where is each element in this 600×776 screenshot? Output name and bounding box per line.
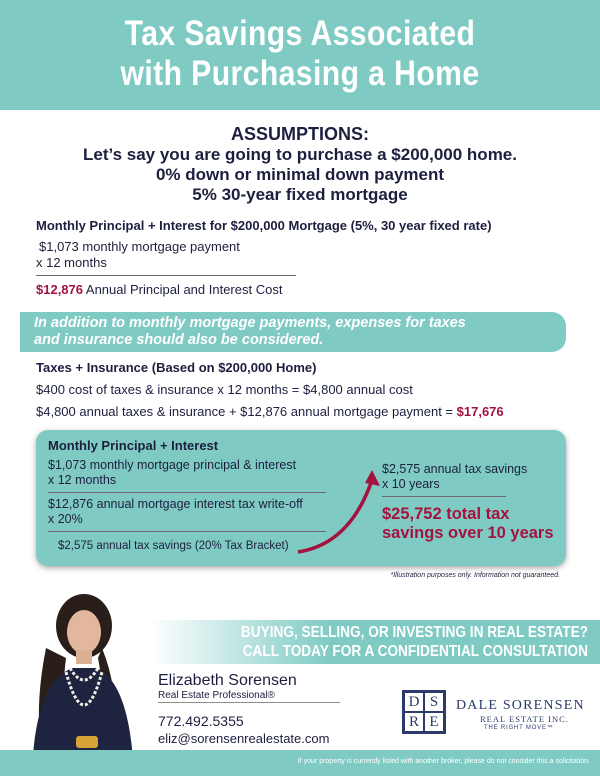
logo-mark (402, 690, 446, 734)
total-savings-line1: $25,752 total tax (382, 505, 510, 523)
payment-line: $1,073 monthly mortgage payment (39, 239, 240, 254)
info-banner-line1: In addition to monthly mortgage payments, expenses for taxes (34, 315, 466, 331)
months-line: x 12 months (36, 255, 107, 270)
annual-cost-line (36, 282, 566, 298)
agent-email[interactable]: eliz@sorensenrealestate.com (158, 731, 330, 746)
total-savings (382, 505, 557, 543)
calculation-left (48, 438, 328, 532)
annual-cost-label: Annual Principal and Interest Cost (83, 282, 283, 297)
page-title-line1: Tax Savings Associated (124, 14, 476, 53)
divider (48, 531, 326, 532)
agent-phone[interactable]: 772.492.5355 (158, 713, 244, 729)
agent-role: Real Estate Professional® (158, 690, 340, 703)
agent-name: Elizabeth Sorensen (158, 672, 297, 689)
calc-line2: x 12 months (48, 473, 117, 487)
principal-interest-title: Monthly Principal + Interest for $200,000 Mortgage (5%, 30 year fixed rate) (36, 218, 492, 233)
agent-contact (158, 672, 340, 746)
assumptions-line2: 0% down or minimal down payment (155, 165, 445, 184)
cta-line2: CALL TODAY FOR A CONFIDENTIAL CONSULTATION (242, 643, 589, 660)
calc-line3: $12,876 annual mortgage interest tax write-off (48, 497, 303, 511)
taxes-insurance-line2-text: $4,800 annual taxes & insurance + $12,876 annual mortgage payment = (36, 404, 457, 419)
taxes-insurance-title: Taxes + Insurance (Based on $200,000 Home) (36, 360, 317, 375)
taxes-insurance-total: $17,676 (456, 404, 504, 419)
taxes-insurance-section (36, 360, 576, 420)
calc-line5: $2,575 annual tax savings (20% Tax Bracket) (58, 540, 289, 552)
divider (382, 496, 506, 497)
logo-letter: D (404, 692, 424, 712)
annual-cost-value: $12,876 (36, 282, 83, 297)
ten-year-line2: x 10 years (382, 477, 440, 491)
total-savings-line2: savings over 10 years (382, 524, 554, 542)
assumptions-heading: ASSUMPTIONS: (230, 124, 369, 144)
disclaimer: *Illustration purposes only. Information not guaranteed. (390, 572, 560, 579)
calc-line4: x 20% (48, 512, 83, 526)
taxes-insurance-line1: $400 cost of taxes & insurance x 12 months = $4,800 annual cost (36, 382, 413, 397)
logo-tagline: THE RIGHT MOVE™ (484, 725, 554, 731)
footer: If your property is currently listed with another broker, please do not consider this a solicitation. (0, 750, 600, 776)
taxes-insurance-line2 (36, 404, 576, 420)
calc-line1: $1,073 monthly mortgage principal & interest (48, 458, 297, 472)
logo-letter: R (404, 712, 424, 732)
header-banner (0, 0, 600, 110)
divider (36, 275, 296, 276)
calculation-right (382, 462, 557, 543)
ten-year-line1: $2,575 annual tax savings (382, 462, 528, 476)
cta-banner (150, 620, 600, 664)
logo-sub: REAL ESTATE INC. (480, 714, 569, 724)
info-banner-line2: and insurance should also be considered. (34, 332, 324, 348)
logo-letter: E (424, 712, 444, 732)
curved-arrow-icon (290, 466, 380, 556)
agent-photo (6, 588, 156, 776)
calculation-title: Monthly Principal + Interest (48, 438, 219, 453)
logo-letter: S (424, 692, 444, 712)
cta-line1: BUYING, SELLING, OR INVESTING IN REAL ESTATE? (240, 624, 588, 641)
assumptions-line3: 5% 30-year fixed mortgage (192, 185, 408, 204)
assumptions-line1: Let’s say you are going to purchase a $200,000 home. (83, 145, 517, 164)
principal-interest-section (36, 218, 566, 298)
logo-name: DALE SORENSEN (456, 698, 585, 713)
divider (48, 492, 326, 493)
assumptions-section (0, 124, 600, 205)
info-banner (20, 312, 566, 352)
page-title-line2: with Purchasing a Home (120, 54, 480, 93)
